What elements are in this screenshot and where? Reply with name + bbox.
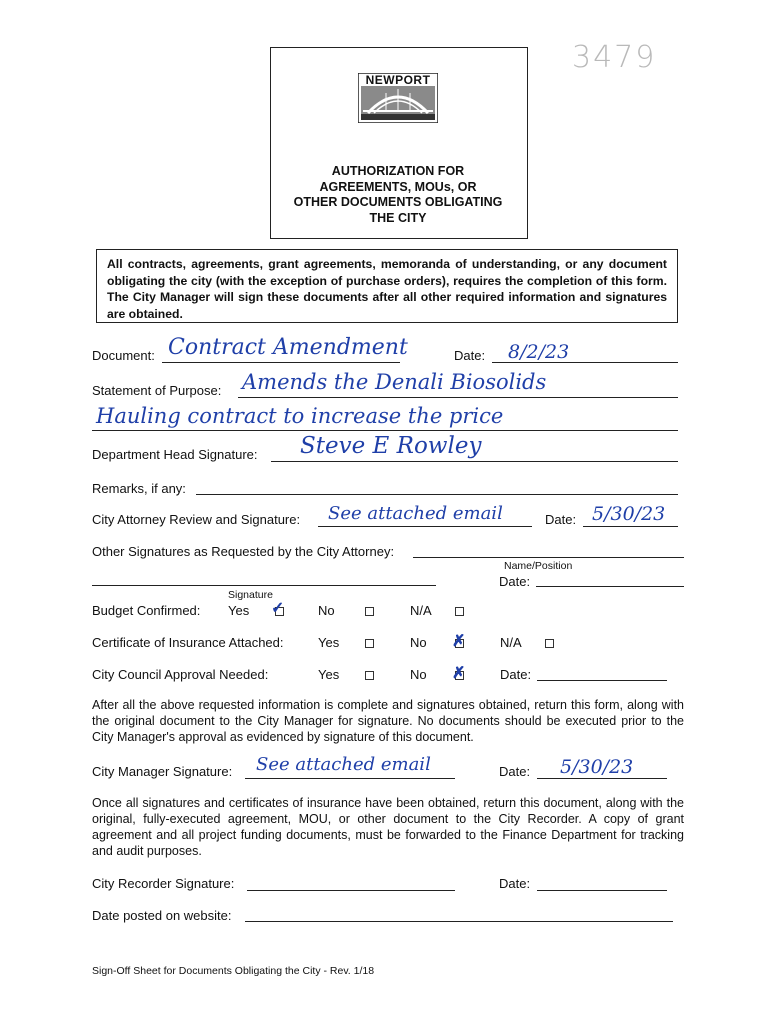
title-line: AGREEMENTS, MOUs, OR — [319, 179, 477, 194]
budget-na-label: N/A — [410, 603, 432, 618]
council-date-field[interactable] — [537, 680, 667, 681]
posted-date-field[interactable] — [245, 921, 673, 922]
signature-caption: Signature — [228, 589, 273, 601]
attorney-label: City Attorney Review and Signature: — [92, 512, 301, 527]
other-date-field[interactable] — [536, 586, 684, 587]
page-number: 3479 — [572, 40, 657, 75]
attorney-date-line — [583, 526, 678, 527]
logo-text: NEWPORT — [365, 73, 431, 87]
dept-head-line — [271, 461, 678, 462]
title-line: AUTHORIZATION FOR — [331, 164, 465, 178]
recorder-label: City Recorder Signature: — [92, 876, 235, 891]
manager-date-line — [537, 778, 667, 779]
checkmark-icon: ✗ — [452, 665, 466, 682]
newport-logo — [358, 73, 438, 123]
other-date-label: Date: — [499, 574, 531, 589]
budget-no-checkbox[interactable] — [365, 607, 374, 616]
council-yes-checkbox[interactable] — [365, 671, 374, 680]
notice-box: All contracts, agreements, grant agreements, memoranda of understanding, or any document obligating the city (with the exception of purchase orders), requires the completion of this form. The City Manager will sign these documents after all other required information and signatures are obtained. — [96, 249, 678, 323]
instructions-paragraph: After all the above requested information is complete and signatures obtained, return this form, along with the original document to the City Manager for signature. No documents should be executed prior to the City Manager's approval as evidenced by signature of this document. — [92, 698, 684, 744]
footer: Sign-Off Sheet for Documents Obligating the City - Rev. 1/18 — [92, 965, 375, 977]
date-field[interactable]: 8/2/23 — [508, 341, 570, 363]
insurance-yes-checkbox[interactable] — [365, 639, 374, 648]
manager-signature[interactable]: See attached email — [256, 754, 431, 775]
purpose-line-2 — [92, 430, 678, 431]
recorder-signature-field[interactable] — [247, 890, 455, 891]
budget-no-label: No — [318, 603, 335, 618]
insurance-no-label: No — [410, 635, 427, 650]
budget-label: Budget Confirmed: — [92, 603, 201, 618]
council-yes-label: Yes — [318, 667, 340, 682]
dept-head-label: Department Head Signature: — [92, 447, 258, 462]
attorney-date-label: Date: — [545, 512, 577, 527]
budget-na-checkbox[interactable] — [455, 607, 464, 616]
attorney-date-field[interactable]: 5/30/23 — [592, 503, 666, 525]
recorder-instructions-paragraph: Once all signatures and certificates of insurance have been obtained, return this document, along with the original, fully-executed agreement, MOU, or other document to the City Recorder. A copy of grant agreement and all project funding documents, must be forwarded to the Finance Department for tracking and audit purposes. — [92, 796, 684, 858]
council-label: City Council Approval Needed: — [92, 667, 269, 682]
manager-line — [245, 778, 455, 779]
name-position-caption: Name/Position — [504, 560, 573, 572]
purpose-field-1[interactable]: Amends the Denali Biosolids — [242, 370, 547, 394]
attorney-signature[interactable]: See attached email — [328, 503, 503, 524]
purpose-label: Statement of Purpose: — [92, 383, 222, 398]
document-line — [162, 362, 400, 363]
insurance-yes-label: Yes — [318, 635, 340, 650]
checkmark-icon: ✗ — [452, 633, 466, 650]
remarks-label: Remarks, if any: — [92, 481, 186, 496]
manager-label: City Manager Signature: — [92, 764, 233, 779]
purpose-field-2[interactable]: Hauling contract to increase the price — [96, 404, 504, 428]
budget-yes-label: Yes — [228, 603, 250, 618]
other-signatures-field[interactable] — [413, 557, 684, 558]
posted-label: Date posted on website: — [92, 908, 232, 923]
remarks-field[interactable] — [196, 494, 678, 495]
insurance-na-checkbox[interactable] — [545, 639, 554, 648]
document-label: Document: — [92, 348, 155, 363]
manager-date-field[interactable]: 5/30/23 — [560, 756, 634, 778]
title-line: OTHER DOCUMENTS OBLIGATING — [293, 195, 503, 209]
form-title — [270, 164, 526, 226]
document-field[interactable]: Contract Amendment — [168, 335, 408, 360]
other-signature-line[interactable] — [92, 585, 436, 586]
insurance-na-label: N/A — [500, 635, 522, 650]
purpose-line-1 — [238, 397, 678, 398]
council-date-label: Date: — [500, 667, 532, 682]
dept-head-signature[interactable]: Steve E Rowley — [300, 433, 482, 459]
manager-date-label: Date: — [499, 764, 531, 779]
recorder-date-label: Date: — [499, 876, 531, 891]
attorney-line — [318, 526, 532, 527]
recorder-date-field[interactable] — [537, 890, 667, 891]
council-no-label: No — [410, 667, 427, 682]
other-signatures-label: Other Signatures as Requested by the City Attorney: — [92, 544, 395, 559]
checkmark-icon: ✓ — [271, 600, 285, 617]
title-line: THE CITY — [369, 210, 427, 225]
insurance-label: Certificate of Insurance Attached: — [92, 635, 284, 650]
date-label: Date: — [454, 348, 486, 363]
